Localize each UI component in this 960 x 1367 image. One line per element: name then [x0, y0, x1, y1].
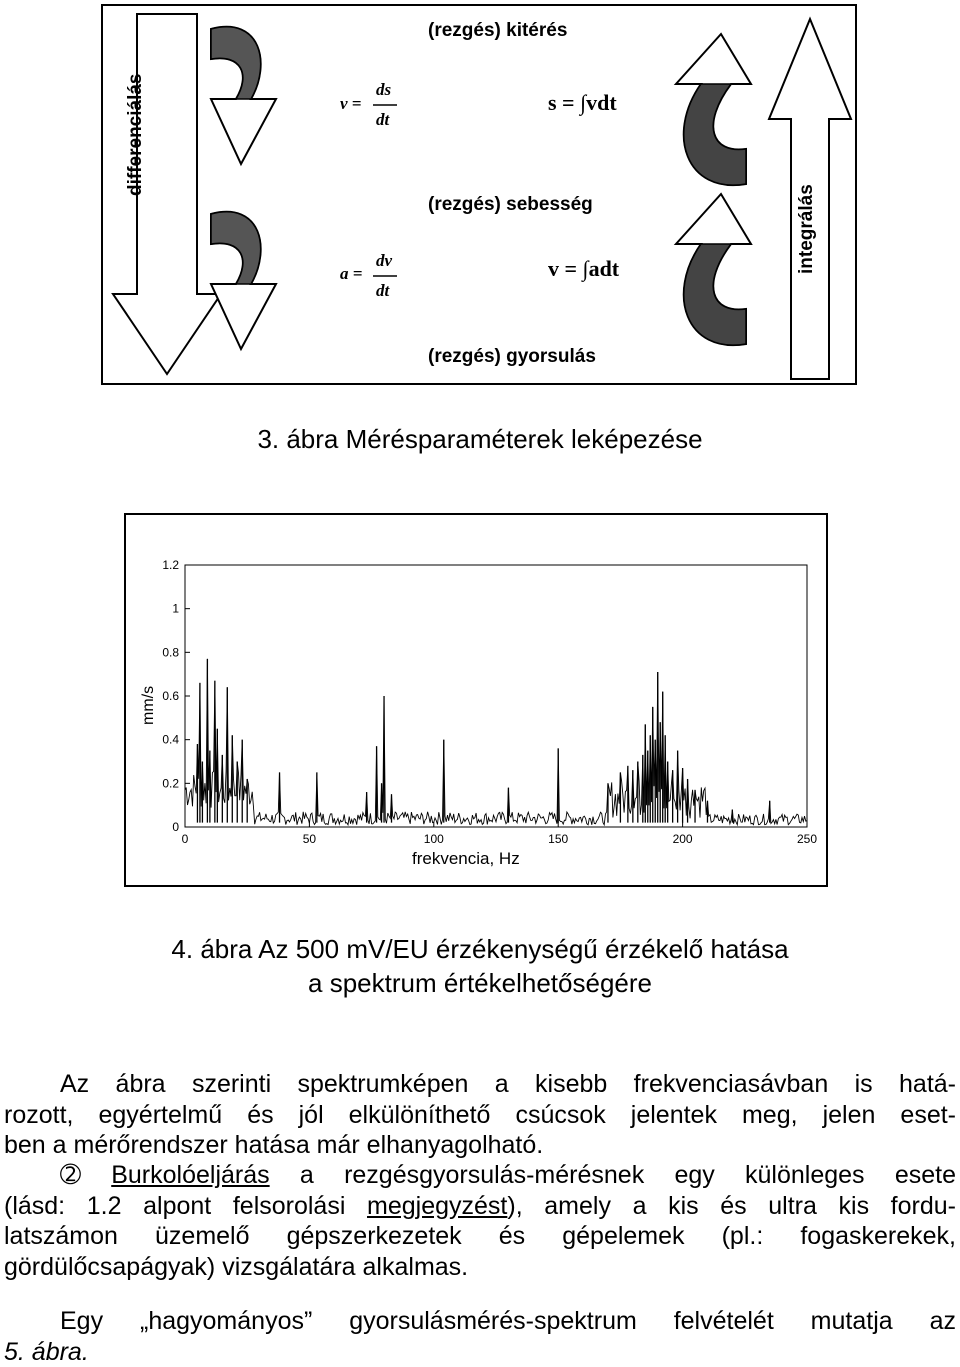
formula-v-num: ds	[376, 80, 392, 99]
x-tick-label: 250	[796, 832, 818, 846]
figure-4-caption-line1: 4. ábra Az 500 mV/EU érzékenységű érzékelő hatása	[171, 934, 789, 964]
left-curved-arrow-top	[211, 27, 276, 164]
x-tick-label: 200	[672, 832, 693, 846]
para3-line: Egy „hagyományos” gyorsulásmérés-spektrum felvételét mutatja az	[60, 1307, 956, 1335]
left-curved-arrow-bottom	[211, 212, 276, 349]
para1-line: ben a mérőrendszer hatása már elhanyagolható.	[4, 1131, 544, 1159]
formula-a-den: dt	[376, 281, 390, 300]
plot-frame	[185, 565, 807, 827]
formula-a-num: dv	[376, 251, 393, 270]
spectrum-chart	[124, 513, 828, 887]
x-tick-label: 100	[423, 832, 444, 846]
figure-3-caption: 3. ábra Mérésparaméterek leképezése	[257, 424, 703, 454]
y-axis-label: mm/s	[140, 685, 157, 725]
x-tick-label: 0	[181, 832, 189, 846]
y-tick-label: 0.8	[162, 645, 179, 660]
link-burkoloeljaras[interactable]: Burkolóeljárás	[111, 1161, 270, 1189]
formula-v-integral: v = ∫adt	[548, 256, 620, 281]
figure-3	[101, 4, 857, 385]
para2-text: (lásd: 1.2 alpont felsorolási	[4, 1191, 368, 1220]
para2-line	[4, 1191, 956, 1222]
y-tick-label: 0	[172, 820, 179, 834]
label-acceleration: (rezgés) gyorsulás	[428, 346, 596, 367]
link-megjegyzest[interactable]: megjegyzést	[367, 1191, 508, 1220]
para2-text: ), amely a kis és ultra kis fordu-	[507, 1191, 956, 1220]
x-axis-label: frekvencia, Hz	[412, 849, 520, 868]
label-differentiation: differenciálás	[125, 73, 146, 196]
label-integration: integrálás	[796, 184, 817, 274]
x-tick-label: 50	[302, 832, 317, 846]
right-curved-arrow-bottom	[676, 194, 751, 345]
figure-4-caption-line2: a spektrum értékelhetőségére	[308, 968, 652, 998]
y-tick-label: 0.4	[162, 732, 179, 747]
paragraph-3	[4, 1306, 956, 1367]
para2-line	[4, 1160, 956, 1191]
para1-line: Az ábra szerinti spektrumképen a kisebb frekvenciasávban is hatá-	[60, 1070, 956, 1098]
para1-line: rozott, egyértelmű és jól elkülöníthető csúcsok jelentek meg, jelen eset-	[4, 1100, 956, 1129]
x-tick-label: 150	[548, 832, 569, 846]
formula-s-integral: s = ∫vdt	[548, 90, 617, 115]
right-curved-arrow-top	[676, 34, 751, 185]
para2-text: a rezgésgyorsulás-mérésnek egy különleges esete	[269, 1161, 956, 1189]
y-tick-label: 0.2	[162, 776, 179, 791]
paragraph-2	[4, 1160, 956, 1282]
formula-a-lhs: a =	[340, 264, 363, 283]
circled-number-icon: ➁	[60, 1161, 81, 1189]
label-velocity: (rezgés) sebesség	[428, 194, 593, 215]
spectrum-line	[185, 659, 807, 825]
paragraph-1	[4, 1069, 956, 1161]
formula-v-lhs: v =	[340, 94, 362, 113]
para2-line: gördülőcsapágyak) vizsgálatára alkalmas.	[4, 1252, 469, 1281]
y-tick-label: 1.2	[162, 558, 179, 572]
y-tick-label: 1	[172, 601, 179, 616]
figure-4	[124, 513, 828, 887]
para2-line: latszámon üzemelő gépszerkezetek és gépelemek (pl.: fogaskerekek,	[4, 1222, 956, 1250]
label-displacement: (rezgés) kitérés	[428, 20, 568, 41]
y-tick-label: 0.6	[162, 689, 179, 703]
para3-line: 5. ábra.	[4, 1337, 89, 1366]
formula-v-den: dt	[376, 110, 390, 129]
